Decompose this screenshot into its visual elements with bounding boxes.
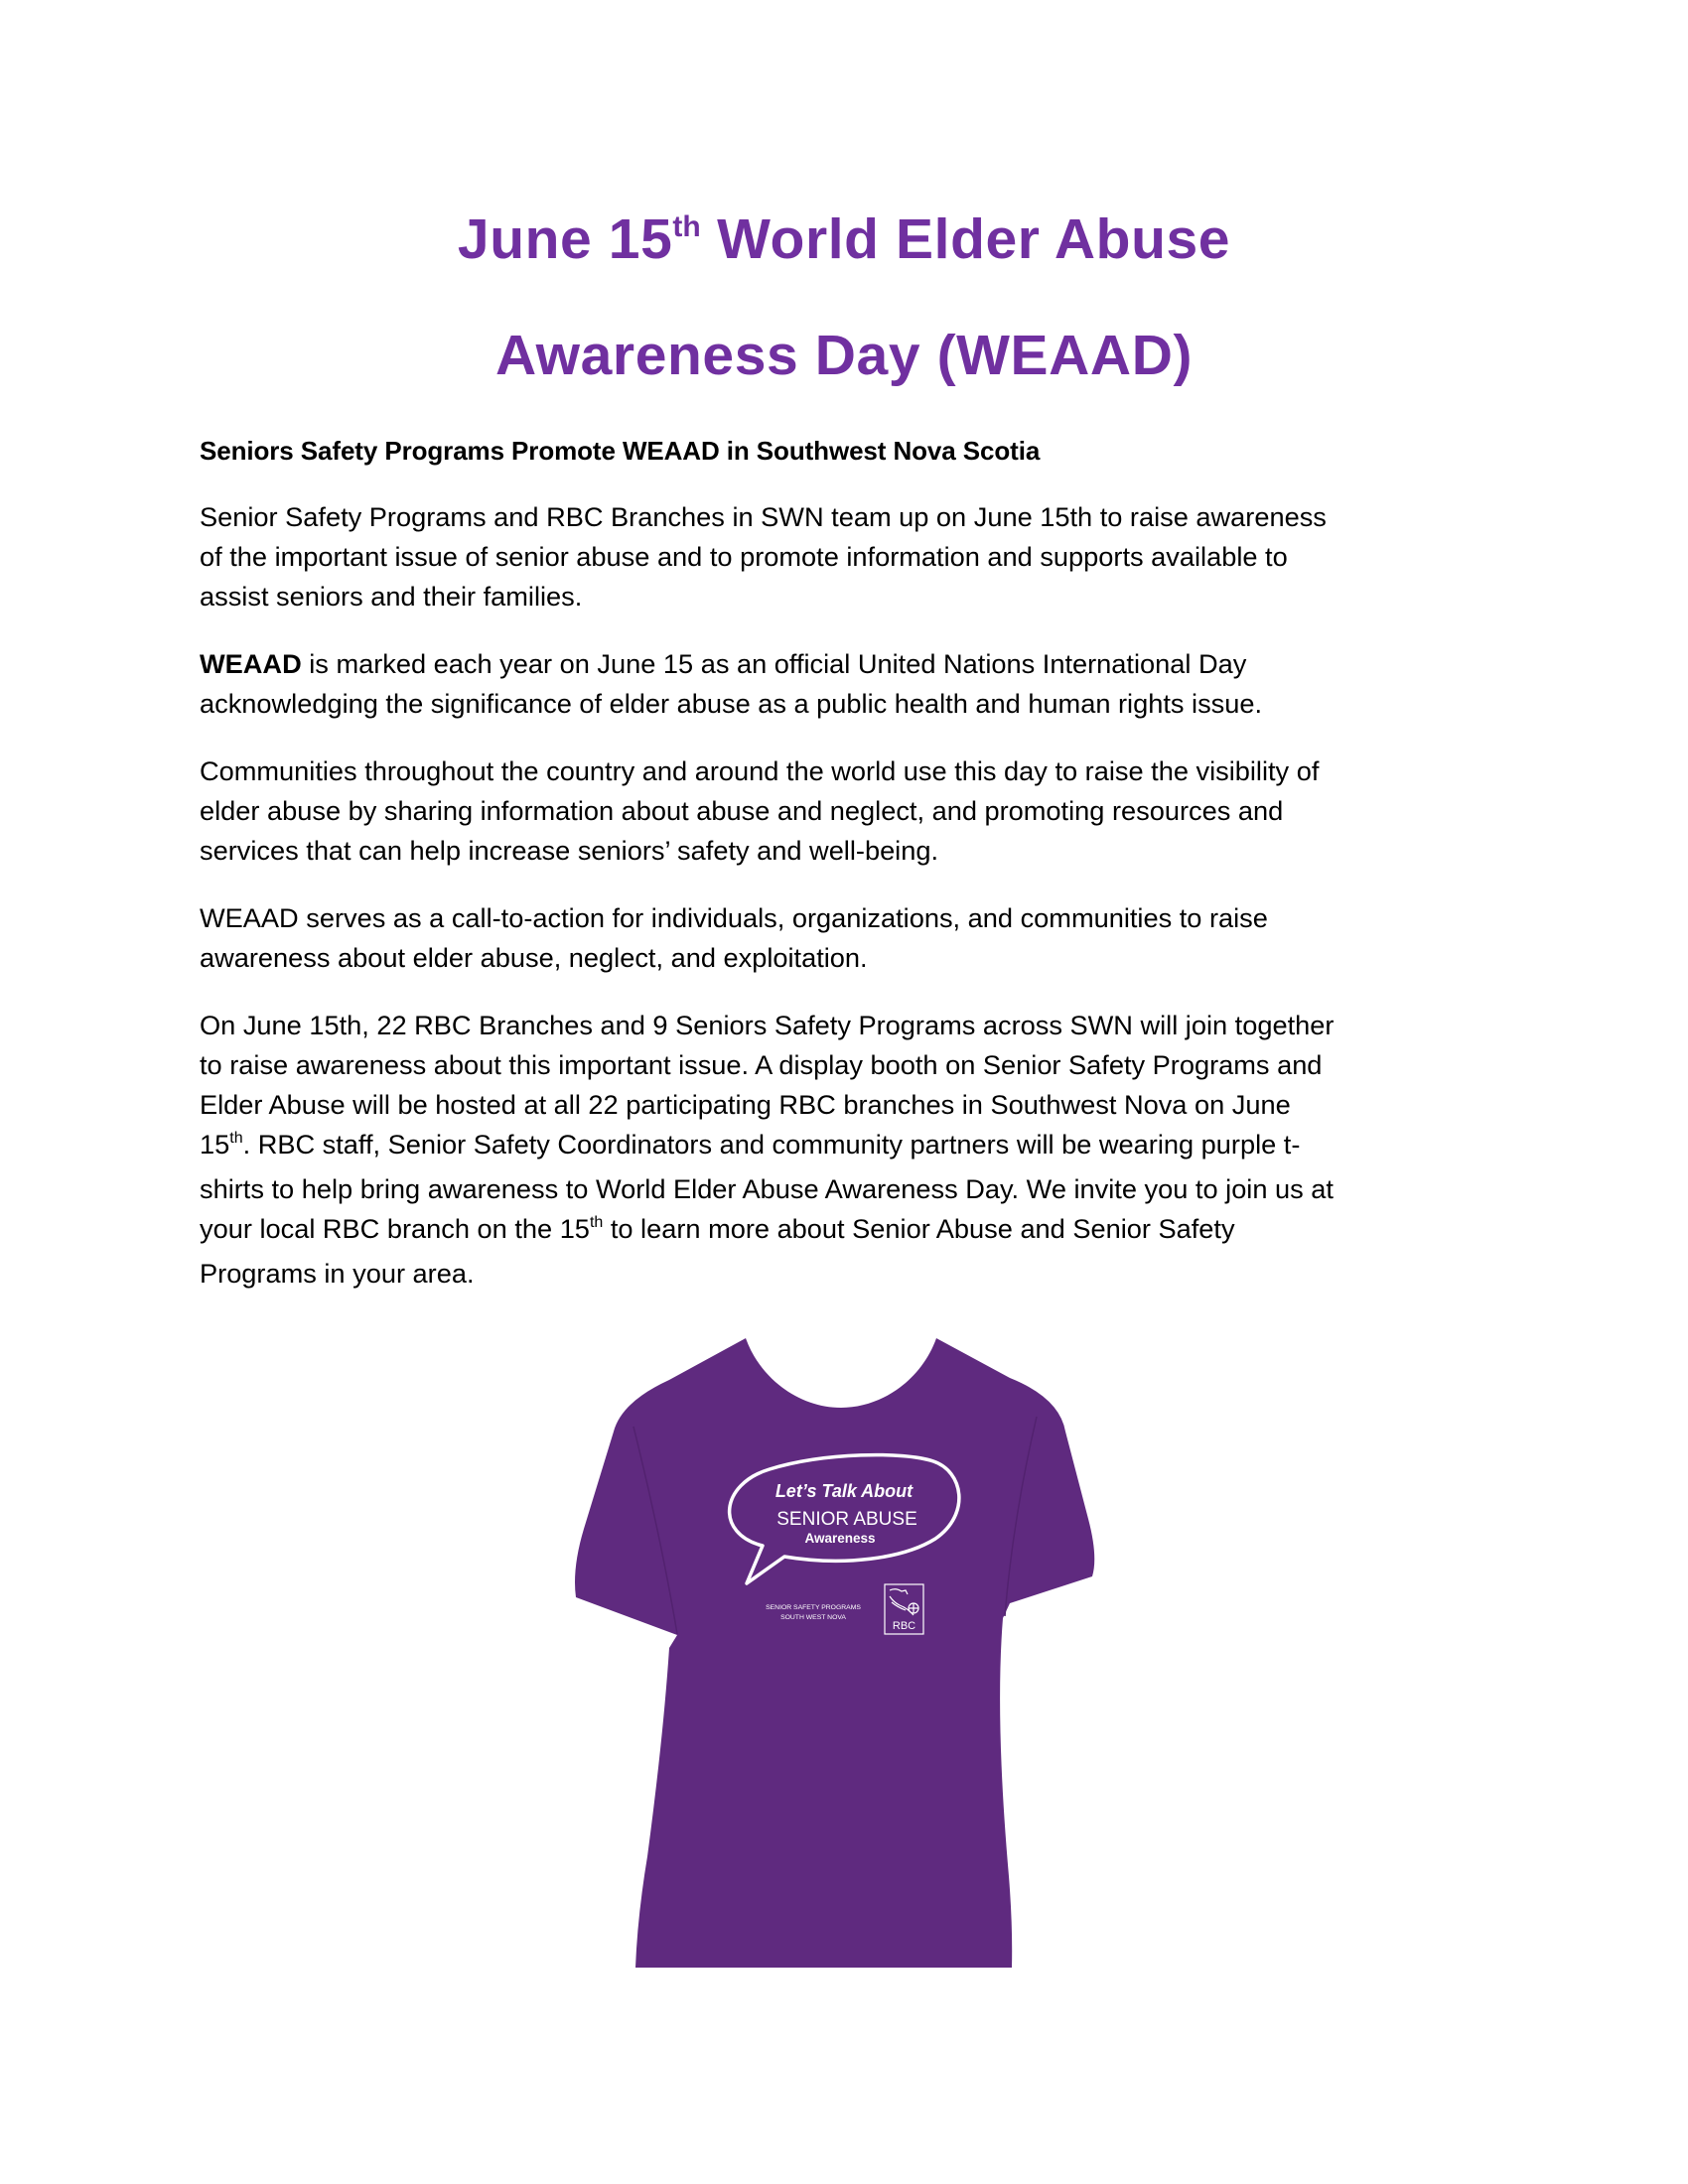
page-title-line-1 — [0, 205, 1688, 284]
rbc-logo-text: RBC — [892, 1620, 916, 1632]
text-run: is marked each year on June 15 as an official United Nations International Day — [301, 648, 1247, 679]
paragraph-call-to-action — [200, 898, 1510, 978]
title-date: June 15 — [457, 207, 673, 271]
text-line: Senior Safety Programs and RBC Branches in SWN team up on June 15th to raise awareness — [200, 501, 1327, 532]
text-line: On June 15th, 22 RBC Branches and 9 Seniors Safety Programs across SWN will join together — [200, 1010, 1335, 1040]
bubble-text-lets-talk-about: Let’s Talk About — [774, 1481, 914, 1501]
title-ordinal-suffix: th — [672, 210, 701, 243]
text-line — [200, 644, 1510, 684]
text-line: assist seniors and their families. — [200, 581, 583, 612]
text-line: elder abuse by sharing information about abuse and neglect, and promoting resources and — [200, 795, 1284, 826]
text-line: Elder Abuse will be hosted at all 22 participating RBC branches in Southwest Nova on June — [200, 1089, 1291, 1120]
text-line: acknowledging the significance of elder abuse as a public health and human rights issue. — [200, 688, 1263, 719]
text-line: shirts to help bring awareness to World Elder Abuse Awareness Day. We invite you to join us at — [200, 1173, 1334, 1204]
ordinal-suffix: th — [589, 1214, 604, 1231]
bubble-text-senior-abuse: SENIOR ABUSE — [776, 1509, 917, 1530]
paragraph-communities — [200, 751, 1510, 871]
weaad-bold-term: WEAAD — [200, 648, 302, 679]
text-line: WEAAD serves as a call-to-action for individuals, organizations, and communities to raise — [200, 902, 1268, 933]
body-text — [200, 497, 1510, 1321]
page-title-line-2: Awareness Day (WEAAD) — [494, 324, 1194, 387]
paragraph-weaad-definition — [200, 644, 1510, 724]
paragraph-event-details — [200, 1006, 1510, 1294]
sponsor-text-line-2: SOUTH WEST NOVA — [780, 1614, 846, 1621]
tshirt-image — [566, 1320, 1107, 1976]
sponsor-text-line-1: SENIOR SAFETY PROGRAMS — [766, 1604, 861, 1611]
text-line: to raise awareness about this important issue. A display booth on Senior Safety Programs and — [200, 1049, 1323, 1080]
title-rest: World Elder Abuse — [700, 207, 1231, 271]
ordinal-suffix: th — [229, 1130, 243, 1147]
subheading: Seniors Safety Programs Promote WEAAD in Southwest Nova Scotia — [200, 436, 1041, 466]
text-line — [200, 1125, 1510, 1169]
text-line: services that can help increase seniors’ safety and well-being. — [200, 835, 939, 866]
text-line — [200, 1209, 1510, 1254]
text-run: 15 — [200, 1129, 230, 1160]
text-run: your local RBC branch on the 15 — [200, 1213, 590, 1244]
text-line: Programs in your area. — [200, 1258, 475, 1289]
text-line: awareness about elder abuse, neglect, and exploitation. — [200, 942, 868, 973]
tshirt-shape — [575, 1338, 1094, 1968]
bubble-text-awareness: Awareness — [804, 1531, 876, 1546]
text-line: Communities throughout the country and around the world use this day to raise the visibility of — [200, 755, 1320, 786]
paragraph-intro — [200, 497, 1510, 616]
text-line: of the important issue of senior abuse and to promote information and supports available to — [200, 541, 1288, 572]
text-run: to learn more about Senior Abuse and Senior Safety — [603, 1213, 1235, 1244]
text-run: . RBC staff, Senior Safety Coordinators and community partners will be wearing purple t- — [242, 1129, 1301, 1160]
